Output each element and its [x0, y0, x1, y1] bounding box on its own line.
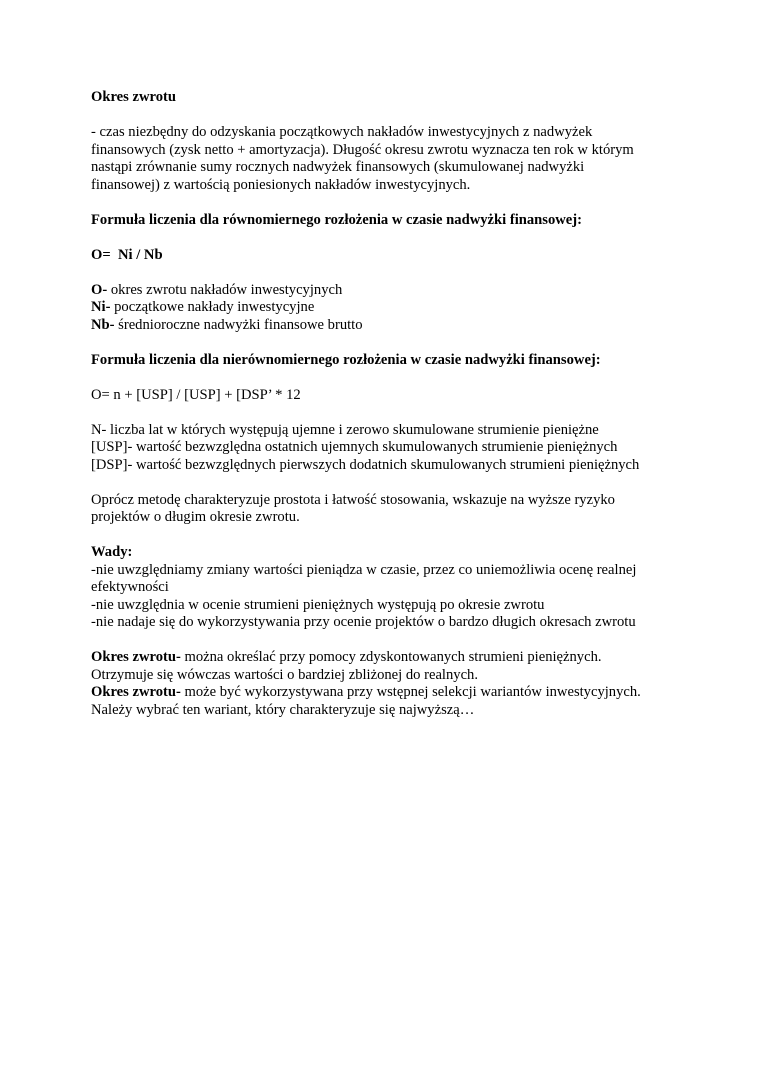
formula1-heading: Formuła liczenia dla równomiernego rozłożenia w czasie nadwyżki finansowej: [91, 211, 582, 228]
formula1: O= Ni / Nb [91, 246, 163, 263]
wady-heading: Wady: [91, 544, 133, 560]
formula2-heading: Formuła liczenia dla nierównomiernego rozłożenia w czasie nadwyżki finansowej: [91, 351, 601, 368]
note1-line: Okres zwrotu- można określać przy pomocy zdyskontowanych strumieni pieniężnych. [91, 649, 602, 665]
document-title: Okres zwrotu [91, 89, 176, 105]
intro-line: finansowych (zysk netto + amortyzacja). Długość okresu zwrotu wyznacza ten rok w którym [91, 141, 634, 158]
formula2: O= n + [USP] / [USP] + [DSP’ * 12 [91, 386, 301, 403]
wady-line: -nie uwzględnia w ocenie strumieni pieniężnych występują po okresie zwrotu [91, 596, 545, 613]
wady-line: efektywności [91, 579, 169, 595]
intro-line: finansowej) z wartością poniesionych nakładów inwestycyjnych. [91, 176, 471, 193]
intro-line: - czas niezbędny do odzyskania początkowych nakładów inwestycyjnych z nadwyżek [91, 124, 593, 140]
definition-nb: Nb- średnioroczne nadwyżki finansowe brutto [91, 316, 363, 333]
spacer [91, 194, 691, 212]
definition-dsp: [DSP]- wartość bezwzględnych pierwszych dodatnich skumulowanych strumieni pieniężnych [91, 456, 640, 473]
definition-usp: [USP]- wartość bezwzględna ostatnich ujemnych skumulowanych strumienie pieniężnych [91, 439, 618, 455]
note1-line2: Otrzymuje się wówczas wartości o bardziej zbliżonej do realnych. [91, 666, 478, 683]
wady-line: -nie uwzględniamy zmiany wartości pieniądza w czasie, przez co uniemożliwia ocenę realnej [91, 561, 637, 578]
advantages-line: Oprócz metodę charakteryzuje prostota i łatwość stosowania, wskazuje na wyższe ryzyko [91, 491, 615, 508]
document-body [91, 89, 691, 719]
spacer [91, 474, 691, 492]
spacer [91, 404, 691, 422]
definition-ni: Ni- początkowe nakłady inwestycyjne [91, 299, 315, 315]
spacer [91, 229, 691, 247]
spacer [91, 334, 691, 352]
intro-line: nastąpi zrównanie sumy rocznych nadwyżek finansowych (skumulowanej nadwyżki [91, 159, 585, 175]
spacer [91, 264, 691, 282]
advantages-line: projektów o długim okresie zwrotu. [91, 509, 300, 525]
wady-line: -nie nadaje się do wykorzystywania przy ocenie projektów o bardzo długich okresach zwrotu [91, 614, 636, 630]
definition-n: N- liczba lat w których występują ujemne i zerowo skumulowane strumienie pieniężne [91, 421, 599, 438]
spacer [91, 107, 691, 125]
spacer [91, 369, 691, 387]
spacer [91, 527, 691, 545]
spacer [91, 632, 691, 650]
definition-o: O- okres zwrotu nakładów inwestycyjnych [91, 281, 343, 298]
note2-line2: Należy wybrać ten wariant, który charakteryzuje się najwyższą… [91, 701, 475, 718]
note2-line: Okres zwrotu- może być wykorzystywana przy wstępnej selekcji wariantów inwestycyjnych. [91, 684, 641, 700]
